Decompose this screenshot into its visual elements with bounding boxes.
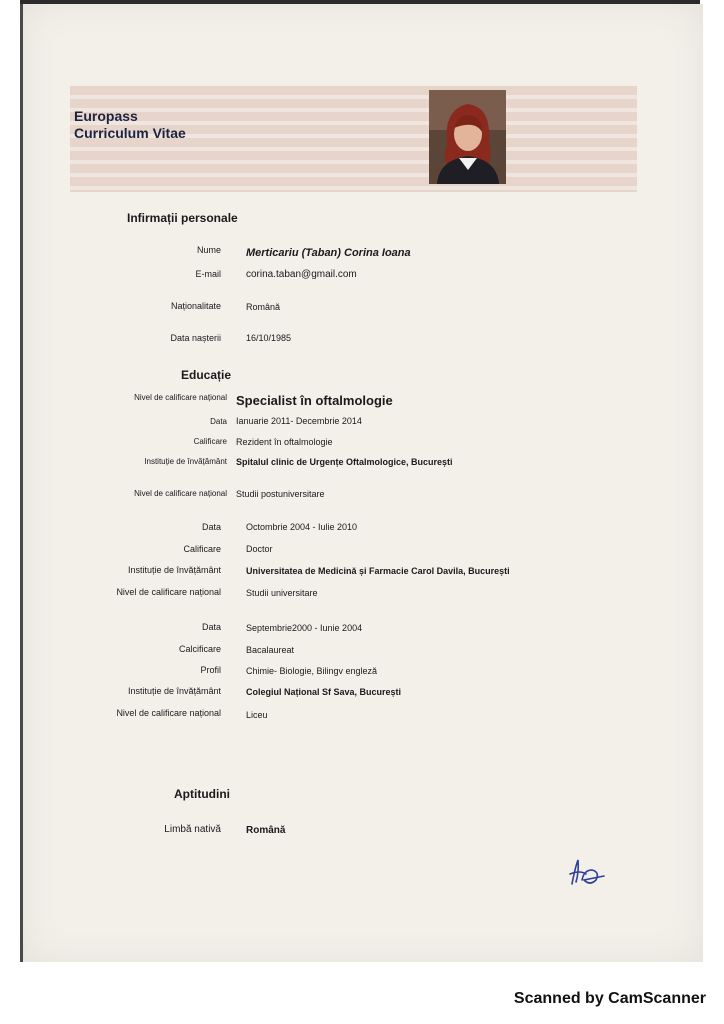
edu2-inst-value: Universitatea de Medicină și Farmacie Carol Davila, București: [246, 566, 510, 576]
edu1-inst-label: Instituție de învățământ: [144, 457, 227, 466]
label-name: Nume: [196, 245, 221, 255]
edu1-level2-value: Studii postuniversitare: [236, 489, 325, 499]
edu3-qual-label: Calcificare: [178, 644, 221, 654]
section-personal-title: Infirmații personale: [127, 211, 238, 225]
value-birth: 16/10/1985: [246, 333, 292, 343]
value-native-language: Română: [246, 825, 286, 836]
edu1-level2-label: Nivel de calificare național: [134, 489, 227, 498]
edu3-inst-label: Instituție de învățământ: [127, 686, 221, 696]
edu2-qual-label: Calificare: [183, 544, 221, 554]
edu1-qual-value: Rezident în oftalmologie: [236, 437, 333, 447]
edu3-qual-value: Bacalaureat: [246, 645, 295, 655]
label-native-language: Limbă nativă: [164, 824, 221, 835]
value-email: corina.taban@gmail.com: [246, 269, 357, 280]
brand-line-2: Curriculum Vitae: [74, 125, 186, 141]
edu2-qual-value: Doctor: [246, 544, 273, 554]
edu3-level-value: Liceu: [246, 710, 268, 720]
handwritten-signature: [566, 856, 608, 893]
edu2-level-value: Studii universitare: [246, 588, 318, 598]
profile-photo: [429, 90, 506, 184]
edu1-inst-value: Spitalul clinic de Urgențe Oftalmologice, București: [236, 457, 453, 467]
europass-brand: [74, 108, 186, 142]
label-nationality: Naționalitate: [170, 301, 221, 311]
label-email: E-mail: [195, 269, 221, 279]
edu3-inst-value: Colegiul Național Sf Sava, București: [246, 687, 402, 697]
section-skills-title: Aptitudini: [174, 787, 230, 801]
edu3-profile-value: Chimie- Biologie, Bilingv engleză: [246, 666, 378, 676]
value-nationality: Română: [246, 302, 281, 312]
edu2-date-value: Octombrie 2004 - Iulie 2010: [246, 522, 358, 532]
camscanner-watermark: Scanned by CamScanner: [513, 990, 706, 1007]
edu2-level-label: Nivel de calificare național: [116, 587, 221, 597]
edu3-profile-label: Profil: [200, 665, 221, 675]
edu2-date-label: Data: [201, 522, 221, 532]
edu3-date-label: Data: [201, 622, 221, 632]
edu3-date-value: Septembrie2000 - Iunie 2004: [246, 623, 363, 633]
brand-line-1: Europass: [74, 108, 138, 124]
portrait-image: [429, 90, 506, 184]
edu1-date-value: Ianuarie 2011- Decembrie 2014: [236, 416, 362, 426]
edu1-level-value: Specialist în oftalmologie: [236, 393, 393, 408]
edu3-level-label: Nivel de calificare național: [116, 708, 221, 718]
label-birth: Data nașterii: [170, 333, 221, 343]
edu1-date-label: Data: [210, 417, 227, 426]
edu2-inst-label: Instituție de învățământ: [127, 565, 221, 575]
edu1-qual-label: Calificare: [193, 437, 227, 446]
section-education-title: Educație: [181, 368, 232, 382]
value-name: Merticariu (Taban) Corina Ioana: [246, 247, 411, 259]
edu1-level-label: Nivel de calificare național: [134, 393, 227, 402]
